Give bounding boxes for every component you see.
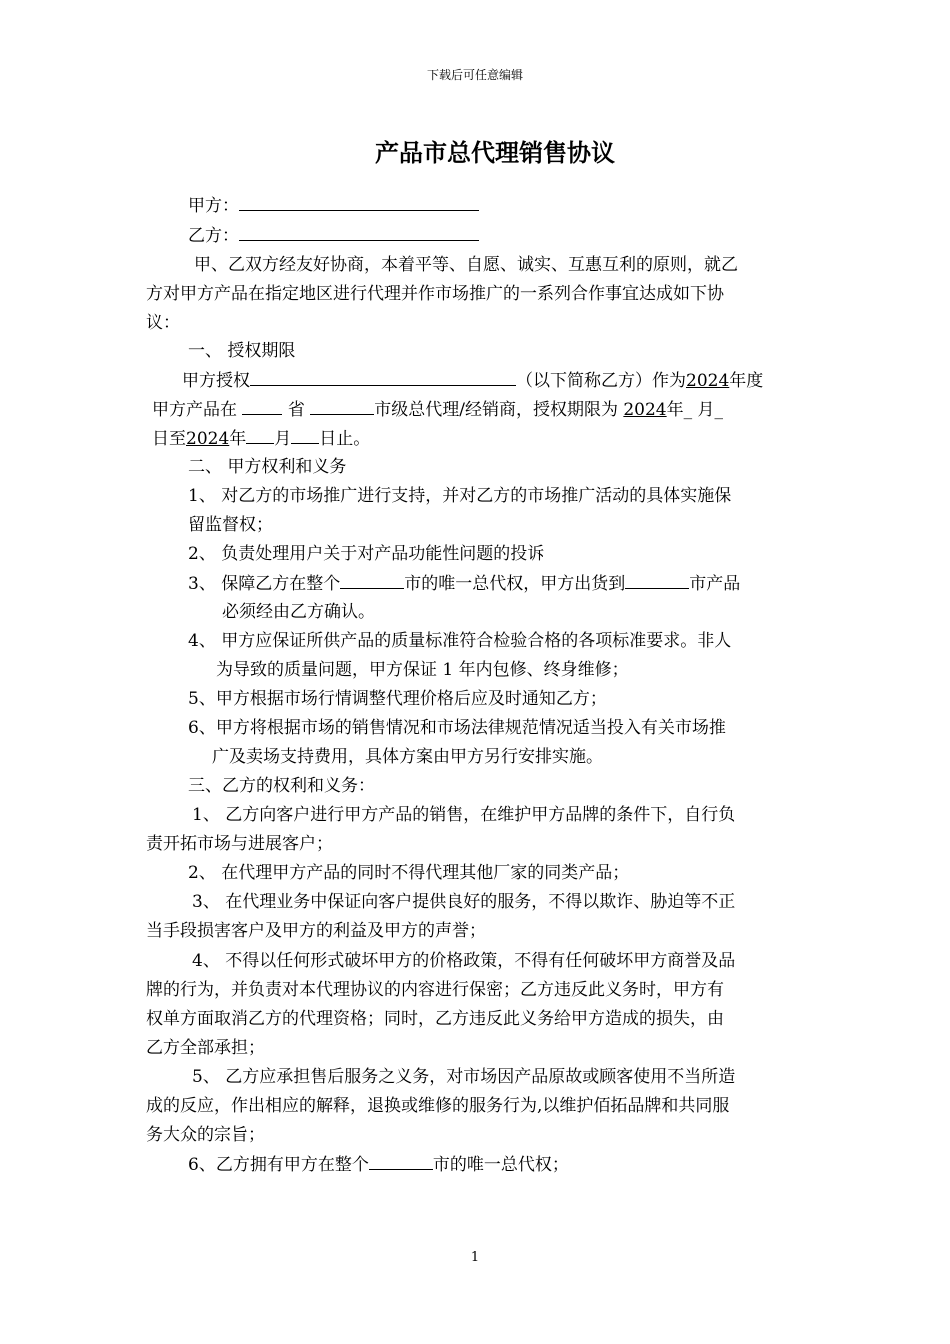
city-blank[interactable] [369, 1153, 433, 1170]
party-a-blank[interactable] [239, 194, 479, 211]
day-blank[interactable] [291, 427, 319, 444]
s3-text: 6、乙方拥有甲方在整个 [188, 1155, 369, 1175]
s3-item-4-line-1: 4、 不得以任何形式破坏甲方的价格政策，不得有任何破坏甲方商誉及品 [192, 951, 736, 971]
s2-item-6-line-1: 6、甲方将根据市场的销售情况和市场法律规范情况适当投入有关市场推 [188, 718, 726, 738]
s3-item-1-line-2: 责开拓市场与进展客户； [146, 834, 333, 854]
agent-name-blank[interactable] [250, 369, 516, 386]
s1-text: （以下简称乙方）作为 [516, 371, 686, 391]
s2-item-1-line-2: 留监督权； [188, 515, 273, 535]
s1-text: 省 [287, 400, 311, 420]
s3-item-2: 2、 在代理甲方产品的同时不得代理其他厂家的同类产品； [188, 863, 630, 883]
s1-text: 年_ 月_ [666, 400, 724, 420]
s1-text: 市级总代理/经销商，授权期限为 [374, 400, 624, 420]
s3-item-4-line-2: 牌的行为，并负责对本代理协议的内容进行保密；乙方违反此义务时，甲方有 [146, 980, 724, 1000]
s3-item-5-line-2: 成的反应，作出相应的解释，退换或维修的服务行为,以维护佰拓品牌和共同服 [146, 1096, 730, 1116]
s1-text: 年 [229, 429, 247, 449]
s1-text: 日至 [152, 429, 186, 449]
month-blank[interactable] [246, 427, 274, 444]
s3-text: 市的唯一总代权； [432, 1155, 569, 1175]
s2-text: 市的唯一总代权，甲方出货到 [404, 574, 626, 594]
s3-item-4-line-4: 乙方全部承担； [146, 1038, 265, 1058]
page-number: 1 [470, 1250, 480, 1265]
s3-item-6 [188, 1153, 569, 1176]
s3-item-4-line-3: 权单方面取消乙方的代理资格；同时，乙方违反此义务给甲方造成的损失，由 [146, 1009, 724, 1029]
section-3-heading: 三、乙方的权利和义务： [188, 776, 375, 796]
intro-line-2: 方对甲方产品在指定地区进行代理并作市场推广的一系列合作事宜达成如下协 [146, 284, 724, 304]
s2-item-6-line-2: 广及卖场支持费用，具体方案由甲方另行安排实施。 [212, 747, 603, 767]
s1-text: 月 [274, 429, 292, 449]
s2-text: 市产品 [689, 574, 741, 594]
city-blank[interactable] [340, 572, 404, 589]
s2-text: 3、 保障乙方在整个 [188, 574, 341, 594]
intro-line-1: 甲、乙双方经友好协商，本着平等、自愿、诚实、互惠互利的原则，就乙 [194, 255, 738, 275]
s3-item-1-line-1: 1、 乙方向客户进行甲方产品的销售，在维护甲方品牌的条件下，自行负 [192, 805, 736, 825]
document-title: 产品市总代理销售协议 [375, 138, 615, 167]
s3-item-3-line-2: 当手段损害客户及甲方的利益及甲方的声誉； [146, 921, 486, 941]
province-blank[interactable] [242, 398, 282, 415]
party-a-label: 甲方： [188, 196, 239, 216]
s2-item-4-line-2: 为导致的质量问题，甲方保证 1 年内包修、终身维修； [216, 660, 629, 680]
s1-text: 年度 [729, 371, 764, 391]
s1-text: 甲方产品在 [152, 400, 243, 420]
section-2-heading: 二、 甲方权利和义务 [188, 457, 347, 477]
s3-item-5-line-1: 5、 乙方应承担售后服务之义务，对市场因产品原故或顾客使用不当所造 [192, 1067, 736, 1087]
s3-item-5-line-3: 务大众的宗旨； [146, 1125, 265, 1145]
party-b-label: 乙方： [188, 226, 239, 246]
s1-text: 日止。 [319, 429, 371, 449]
intro-line-3: 议： [146, 313, 180, 333]
s3-item-3-line-1: 3、 在代理业务中保证向客户提供良好的服务，不得以欺诈、胁迫等不正 [192, 892, 736, 912]
s1-line-3 [152, 427, 370, 450]
city-blank[interactable] [310, 398, 374, 415]
s1-line-2 [152, 398, 723, 421]
s1-text: 甲方授权 [182, 371, 250, 391]
s2-item-4-line-1: 4、 甲方应保证所供产品的质量标准符合检验合格的各项标准要求。非人 [188, 631, 732, 651]
page-header: 下载后可任意编辑 [426, 68, 523, 82]
city-blank[interactable] [625, 572, 689, 589]
s2-item-1-line-1: 1、 对乙方的市场推广进行支持，并对乙方的市场推广活动的具体实施保 [188, 486, 732, 506]
s2-item-3-line-1 [188, 572, 740, 595]
year-value: 2024 [623, 400, 667, 420]
s2-item-5: 5、甲方根据市场行情调整代理价格后应及时通知乙方； [188, 689, 607, 709]
s1-line-1 [182, 369, 763, 392]
s2-item-3-line-2: 必须经由乙方确认。 [222, 602, 375, 622]
party-a-line [188, 194, 479, 217]
party-b-blank[interactable] [239, 224, 479, 241]
section-1-heading: 一、 授权期限 [188, 341, 296, 361]
year-value: 2024 [686, 371, 730, 391]
s2-item-2: 2、 负责处理用户关于对产品功能性问题的投诉 [188, 544, 545, 564]
party-b-line [188, 224, 479, 247]
year-value: 2024 [186, 429, 230, 449]
